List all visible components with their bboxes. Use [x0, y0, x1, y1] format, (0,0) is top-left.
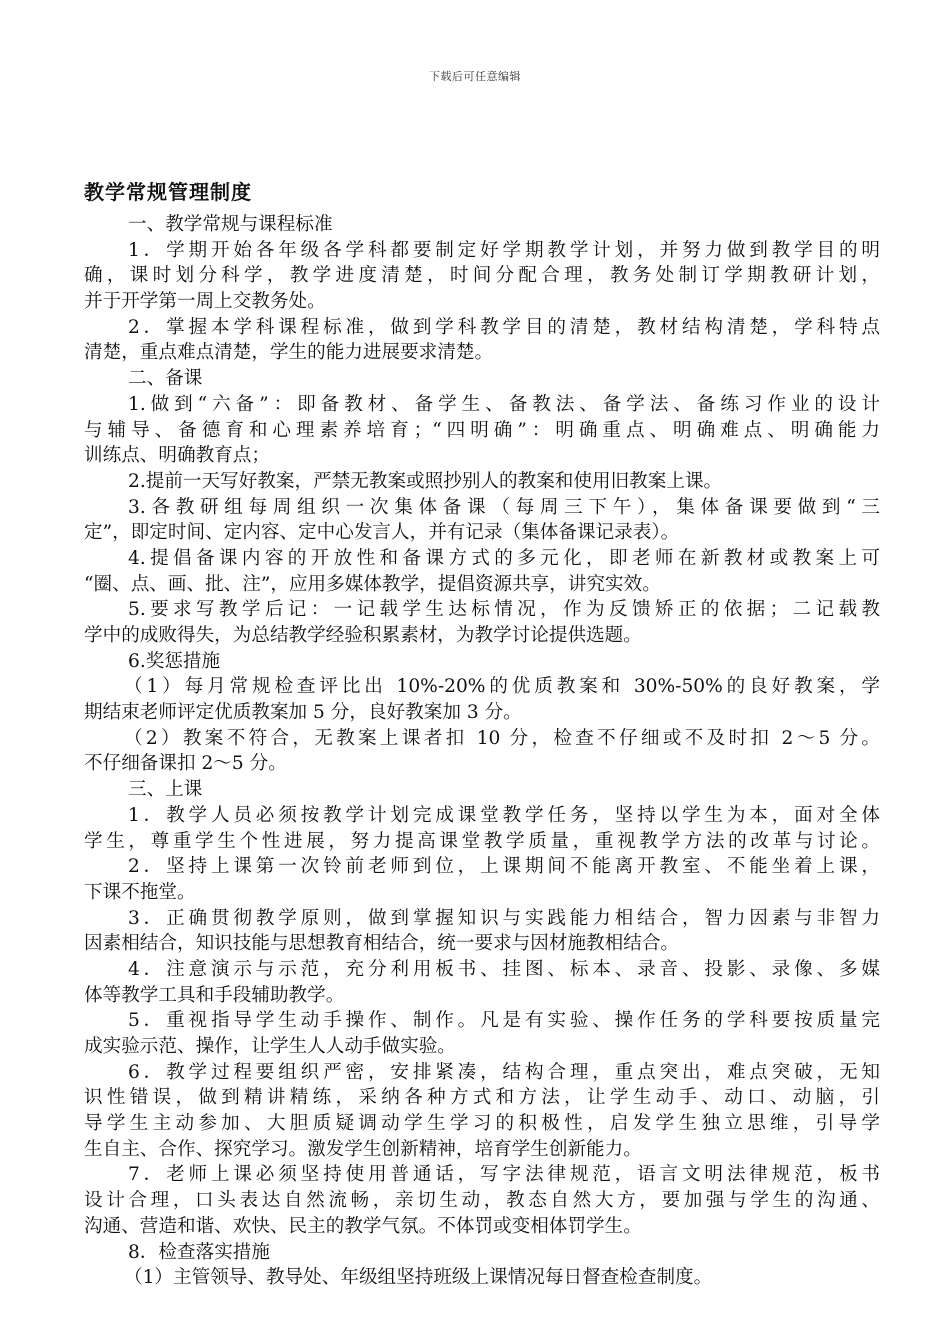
body-line: 下课不拖堂。 — [84, 881, 196, 903]
body-line: 6．教学过程要组织严密，安排紧凑，结构合理，重点突出，难点突破，无知 — [128, 1061, 880, 1083]
body-line: 生自主、合作、探究学习。激发学生创新精神，培育学生创新能力。 — [84, 1138, 642, 1160]
body-line: 3.各教研组每周组织一次集体备课（每周三下午），集体备课要做到“三 — [128, 496, 880, 518]
body-line: 5.要求写教学后记：一记载学生达标情况，作为反馈矫正的依据；二记载教 — [128, 599, 880, 621]
body-line: 8．检查落实措施 — [128, 1241, 270, 1263]
body-line: 与辅导、备德育和心理素养培育；“四明确”：明确重点、明确难点、明确能力 — [84, 419, 880, 441]
body-line: 导学生主动参加、大胆质疑调动学生学习的积极性，启发学生独立思维，引导学 — [84, 1113, 880, 1135]
body-line: 体等教学工具和手段辅助教学。 — [84, 984, 345, 1006]
body-line: 沟通、营造和谐、欢快、民主的教学气氛。不体罚或变相体罚学生。 — [84, 1215, 642, 1237]
body-line: 一、教学常规与课程标准 — [128, 214, 333, 235]
body-line: 1．教学人员必须按教学计划完成课堂教学任务，坚持以学生为本，面对全体 — [128, 804, 880, 826]
body-line: 设计合理，口头表达自然流畅，亲切生动，教态自然大方，要加强与学生的沟通、 — [84, 1190, 880, 1212]
body-line: 期结束老师评定优质教案加 5 分，良好教案加 3 分。 — [84, 702, 522, 724]
body-line: 因素相结合，知识技能与思想教育相结合，统一要求与因材施教相结合。 — [84, 933, 680, 955]
body-line: 5．重视指导学生动手操作、制作。凡是有实验、操作任务的学科要按质量完 — [128, 1010, 880, 1032]
body-line: 成实验示范、操作，让学生人人动手做实验。 — [84, 1036, 456, 1057]
body-line: 并于开学第一周上交教务处。 — [84, 291, 326, 313]
body-line: （2）教案不符合，无教案上课者扣 10 分，检查不仔细或不及时扣 2～5 分。 — [124, 727, 880, 749]
body-line: 定”，即定时间、定内容、定中心发言人，并有记录（集体备课记录表）。 — [84, 522, 680, 544]
body-line: 7．老师上课必须坚持使用普通话，写字法律规范，语言文明法律规范，板书 — [128, 1164, 880, 1186]
body-line: “圈、点、画、批、注”，应用多媒体教学，提倡资源共享，讲究实效。 — [84, 573, 661, 595]
body-line: 4．注意演示与示范，充分利用板书、挂图、标本、录音、投影、录像、多媒 — [128, 958, 880, 980]
body-line: 1.做到“六备”：即备教材、备学生、备教法、备学法、备练习作业的设计 — [128, 393, 880, 415]
header-note: 下载后可任意编辑 — [429, 70, 521, 83]
body-line: （1）每月常规检查评比出 10%-20%的优质教案和 30%-50%的良好教案，学 — [124, 676, 880, 698]
body-line: 2．坚持上课第一次铃前老师到位，上课期间不能离开教室、不能坐着上课， — [128, 856, 880, 878]
body-line: 2．掌握本学科课程标准，做到学科教学目的清楚，教材结构清楚，学科特点 — [128, 316, 880, 338]
body-line: 学中的成败得失，为总结教学经验积累素材，为教学讨论提供选题。 — [84, 625, 642, 646]
body-line: 2.提前一天写好教案，严禁无教案或照抄别人的教案和使用旧教案上课。 — [128, 470, 723, 492]
body-line: 确，课时划分科学，教学进度清楚，时间分配合理，教务处制订学期教研计划， — [84, 265, 880, 287]
body-line: 清楚，重点难点清楚，学生的能力进展要求清楚。 — [84, 342, 494, 364]
body-line: 1．学期开始各年级各学科都要制定好学期教学计划，并努力做到教学目的明 — [128, 239, 880, 261]
body-line: 不仔细备课扣 2～5 分。 — [84, 753, 287, 775]
body-line: （1）主管领导、教导处、年级组坚持班级上课情况每日督查检查制度。 — [124, 1267, 713, 1289]
document-title: 教学常规管理制度 — [84, 180, 252, 204]
document-body — [84, 212, 880, 1291]
body-line: 6.奖惩措施 — [128, 650, 221, 672]
body-line: 4.提倡备课内容的开放性和备课方式的多元化，即老师在新教材或教案上可 — [128, 547, 880, 569]
body-line: 识性错误，做到精讲精练，采纳各种方式和方法，让学生动手、动口、动脑，引 — [84, 1087, 880, 1109]
body-line: 学生，尊重学生个性进展，努力提高课堂教学质量，重视教学方法的改革与讨论。 — [84, 830, 880, 852]
body-line: 3．正确贯彻教学原则，做到掌握知识与实践能力相结合，智力因素与非智力 — [128, 907, 880, 929]
body-line: 训练点、明确教育点； — [84, 445, 270, 467]
body-line: 二、备课 — [128, 368, 203, 390]
body-line: 三、上课 — [128, 779, 203, 801]
